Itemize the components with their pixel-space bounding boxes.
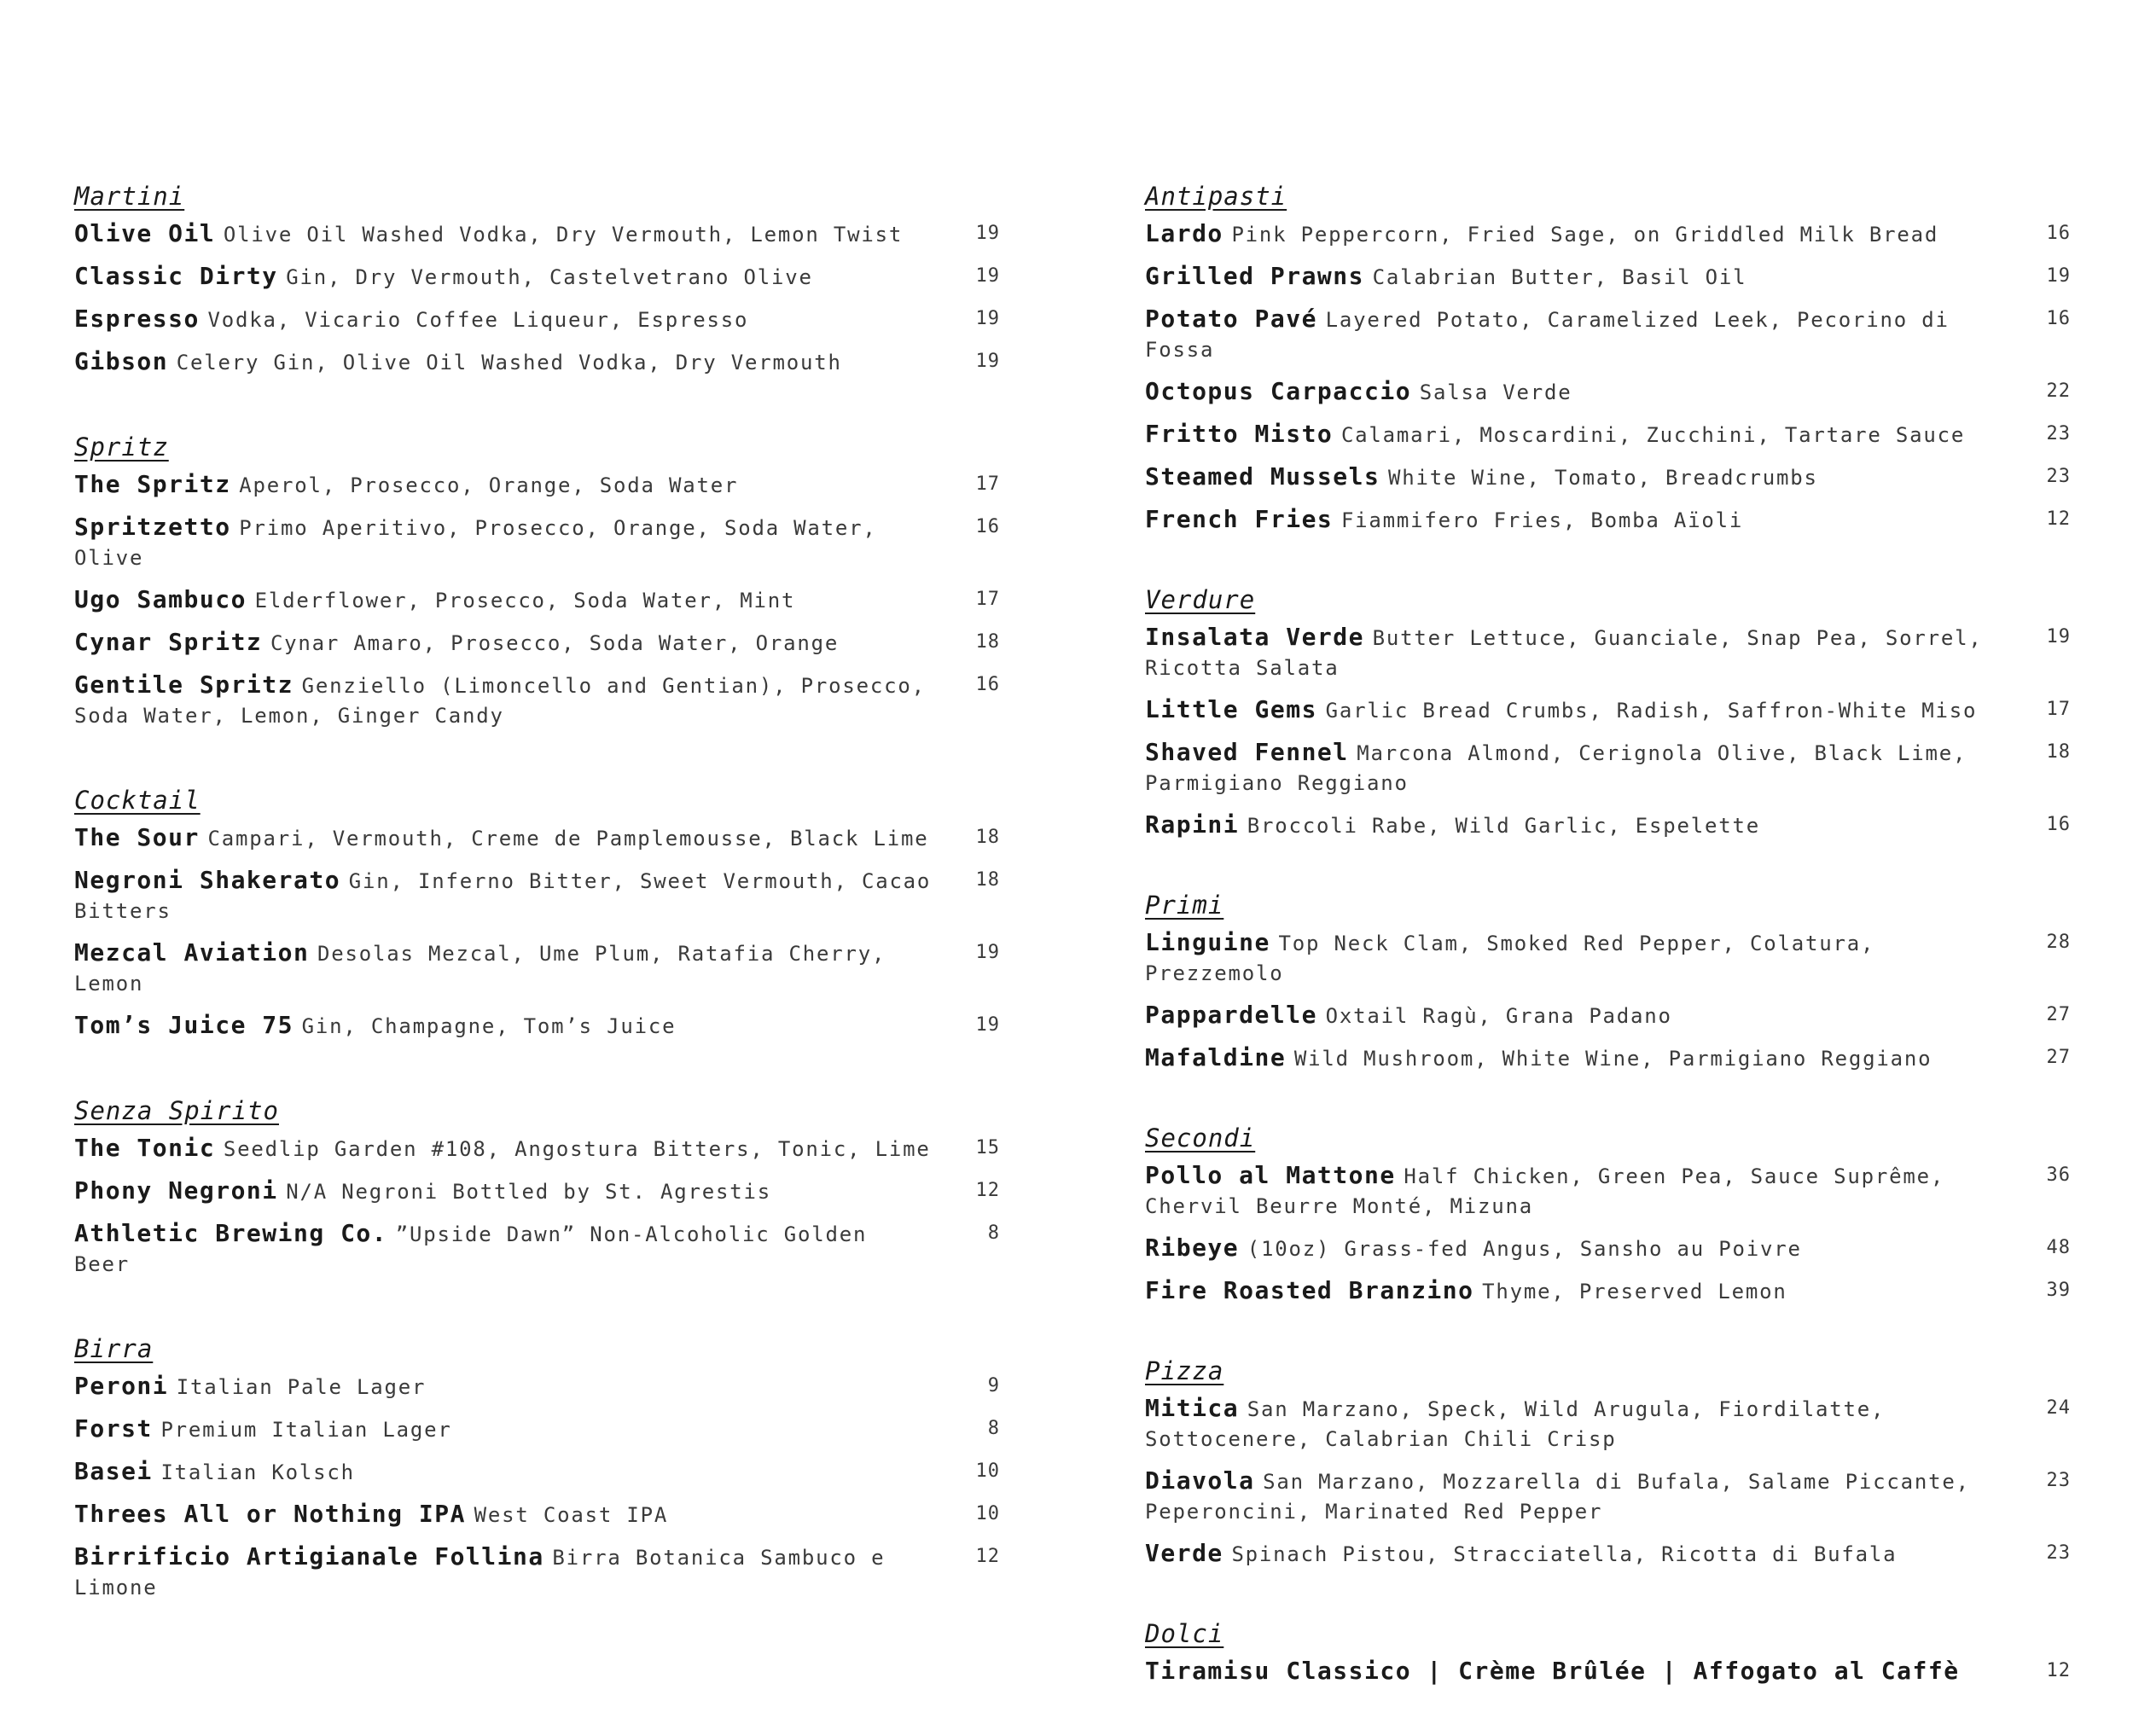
menu-item-name: Athletic Brewing Co.	[74, 1219, 388, 1247]
menu-item	[74, 1458, 1000, 1489]
menu-item-name: Mitica	[1145, 1394, 1240, 1422]
menu-item-price: 23	[2046, 423, 2071, 444]
section-title: Secondi	[1145, 1123, 1256, 1152]
menu-item-name: Mafaldine	[1145, 1043, 1287, 1071]
menu-item-price: 23	[2046, 1470, 2071, 1491]
menu-item-name: Octopus Carpaccio	[1145, 377, 1412, 405]
menu-item-name: Linguine	[1145, 928, 1270, 956]
menu-item	[74, 629, 1000, 659]
menu-item-price: 23	[2046, 466, 2071, 487]
menu-item-text	[74, 1415, 936, 1446]
menu-item-description: Aperol, Prosecco, Orange, Soda Water	[239, 473, 739, 497]
menu-item	[1145, 1002, 2071, 1032]
section-spritz	[74, 432, 1000, 732]
section-dolci	[1145, 1618, 2071, 1688]
menu-item-text	[1145, 1002, 2007, 1032]
menu-item-name: Pappardelle	[1145, 1001, 1317, 1029]
menu-item	[1145, 696, 2071, 727]
menu-item-text	[74, 1177, 936, 1208]
menu-item-name: Tiramisu Classico | Crème Brûlée | Affogato al Caffè	[1145, 1657, 1960, 1685]
menu-item-name: Rapini	[1145, 810, 1240, 839]
menu-item-name: Insalata Verde	[1145, 623, 1365, 651]
section-title: Martini	[74, 182, 185, 211]
menu-item	[1145, 1234, 2071, 1265]
menu-item-description: Campari, Vermouth, Creme de Pamplemousse, Black Lime	[207, 827, 929, 851]
section-primi	[1145, 890, 2071, 1075]
menu-item-name: Fritto Misto	[1145, 420, 1334, 448]
menu-item-description: Wild Mushroom, White Wine, Parmigiano Reggiano	[1293, 1047, 1932, 1071]
menu-item-description: Elderflower, Prosecco, Soda Water, Mint	[254, 589, 796, 613]
menu-item-price: 16	[975, 674, 1000, 695]
menu-item-price: 48	[2046, 1237, 2071, 1258]
menu-item-description: Cynar Amaro, Prosecco, Soda Water, Orange	[270, 631, 840, 655]
menu-item-name: Mezcal Aviation	[74, 938, 310, 967]
menu-item-price: 19	[2046, 265, 2071, 287]
menu-item-name: Cynar Spritz	[74, 628, 263, 656]
menu-item-name: Spritzetto	[74, 513, 231, 541]
menu-item-text	[74, 629, 936, 659]
menu-item-price: 12	[975, 1546, 1000, 1567]
menu-item	[1145, 1044, 2071, 1075]
menu-item-name: Tom’s Juice 75	[74, 1011, 294, 1039]
menu-item-text	[1145, 1162, 2007, 1222]
menu-item	[74, 263, 1000, 293]
menu-item-name: The Tonic	[74, 1134, 216, 1162]
menu-item-name: Birrificio Artigianale Follina	[74, 1542, 544, 1571]
menu-item-name: Ribeye	[1145, 1234, 1240, 1262]
menu-item-description: San Marzano, Mozzarella di Bufala, Salame Piccante, Peperoncini, Marinated Red Pepper	[1145, 1470, 1970, 1524]
menu-item	[1145, 263, 2071, 293]
menu-item-price: 8	[987, 1222, 1000, 1244]
menu-item-text	[1145, 929, 2007, 990]
section-title: Pizza	[1145, 1356, 1224, 1385]
section-title: Birra	[74, 1334, 154, 1363]
menu-item	[74, 1543, 1000, 1604]
menu-item-description: Celery Gin, Olive Oil Washed Vodka, Dry Vermouth	[176, 351, 842, 374]
menu-item	[1145, 1658, 2071, 1688]
menu-item-price: 36	[2046, 1164, 2071, 1186]
menu-item-price: 17	[975, 589, 1000, 610]
menu-item-text	[1145, 1658, 2007, 1688]
menu-item-description: Primo Aperitivo, Prosecco, Orange, Soda Water, Olive	[74, 516, 877, 570]
menu-item-price: 19	[2046, 626, 2071, 647]
menu-item-description: Thyme, Preserved Lemon	[1482, 1280, 1787, 1303]
menu-item-description: Layered Potato, Caramelized Leek, Pecorino di Fossa	[1145, 308, 1950, 362]
menu-item	[74, 867, 1000, 927]
menu-item	[74, 1177, 1000, 1208]
menu-item-description: Premium Italian Lager	[160, 1418, 452, 1442]
section-martini	[74, 181, 1000, 379]
menu-item-price: 12	[975, 1180, 1000, 1201]
menu-item	[74, 671, 1000, 732]
menu-item-description: San Marzano, Speck, Wild Arugula, Fiordilatte, Sottocenere, Calabrian Chili Crisp	[1145, 1397, 1886, 1451]
menu-item-name: Peroni	[74, 1372, 169, 1400]
menu-item	[1145, 1395, 2071, 1455]
menu-item-price: 8	[987, 1418, 1000, 1439]
menu-item	[74, 824, 1000, 855]
section-title: Verdure	[1145, 585, 1256, 614]
menu-item-text	[1145, 696, 2007, 727]
menu-item-text	[1145, 506, 2007, 537]
menu-item-text	[74, 1135, 936, 1165]
menu-item-name: Olive Oil	[74, 219, 216, 247]
menu-item-text	[1145, 1277, 2007, 1308]
menu-item-price: 16	[2046, 308, 2071, 329]
menu-item-description: Calabrian Butter, Basil Oil	[1372, 265, 1747, 289]
menu-item-text	[74, 671, 936, 732]
menu-item-text	[74, 867, 936, 927]
menu-item-name: Diavola	[1145, 1466, 1255, 1495]
menu-item	[74, 1373, 1000, 1403]
menu-item-name: Ugo Sambuco	[74, 585, 247, 613]
menu-item-text	[74, 586, 936, 617]
menu-item-description: White Wine, Tomato, Breadcrumbs	[1388, 466, 1818, 490]
menu-item-text	[1145, 220, 2007, 251]
menu-item-price: 23	[2046, 1542, 2071, 1564]
menu-item-price: 18	[975, 869, 1000, 891]
menu-item	[74, 939, 1000, 1000]
menu-item	[1145, 739, 2071, 799]
menu-item	[1145, 929, 2071, 990]
menu-item-price: 27	[2046, 1004, 2071, 1025]
menu-item-description: Olive Oil Washed Vodka, Dry Vermouth, Lemon Twist	[223, 223, 904, 247]
menu-item-name: The Spritz	[74, 470, 231, 498]
menu-item-price: 27	[2046, 1047, 2071, 1068]
menu-item-text	[74, 939, 936, 1000]
menu-item-description: Seedlip Garden #108, Angostura Bitters, Tonic, Lime	[223, 1137, 931, 1161]
menu-item-text	[1145, 1234, 2007, 1265]
section-title: Cocktail	[74, 786, 201, 815]
food-column	[1145, 181, 2071, 1736]
menu-item-price: 17	[975, 473, 1000, 495]
section-title: Dolci	[1145, 1619, 1224, 1648]
menu-item-price: 19	[975, 223, 1000, 244]
menu-item-description: Spinach Pistou, Stracciatella, Ricotta di Bufala	[1231, 1542, 1898, 1566]
menu-item-price: 16	[2046, 814, 2071, 835]
menu-item-text	[1145, 811, 2007, 842]
menu-item	[74, 586, 1000, 617]
menu-item-price: 18	[975, 631, 1000, 653]
menu-item-text	[74, 348, 936, 379]
menu-item-text	[1145, 421, 2007, 451]
menu-item	[74, 305, 1000, 336]
menu-item-description: Italian Kolsch	[160, 1460, 355, 1484]
menu-item-name: Basei	[74, 1457, 153, 1485]
section-title: Spritz	[74, 433, 169, 462]
menu-item-price: 24	[2046, 1397, 2071, 1419]
menu-item-text	[74, 514, 936, 574]
menu-item	[74, 220, 1000, 251]
menu-item-price: 17	[2046, 699, 2071, 720]
menu-item-description: Half Chicken, Green Pea, Sauce Suprême, Chervil Beurre Monté, Mizuna	[1145, 1164, 1945, 1218]
menu-item	[1145, 1467, 2071, 1528]
menu-item-price: 19	[975, 351, 1000, 372]
menu-item-name: Fire Roasted Branzino	[1145, 1276, 1474, 1304]
menu-item-description: Vodka, Vicario Coffee Liqueur, Espresso	[207, 308, 749, 332]
menu-item-description: Gin, Inferno Bitter, Sweet Vermouth, Cacao Bitters	[74, 869, 932, 923]
menu-item-name: Shaved Fennel	[1145, 738, 1349, 766]
menu-item-price: 19	[975, 265, 1000, 287]
menu-item	[1145, 1277, 2071, 1308]
menu-item-text	[1145, 1467, 2007, 1528]
menu-item-name: Pollo al Mattone	[1145, 1161, 1396, 1189]
menu-item	[1145, 624, 2071, 684]
menu-item-description: Gin, Dry Vermouth, Castelvetrano Olive	[286, 265, 813, 289]
menu-item-price: 18	[975, 827, 1000, 848]
section-pizza	[1145, 1356, 2071, 1571]
menu-item-text	[1145, 305, 2007, 366]
menu-item	[1145, 506, 2071, 537]
menu-item-text	[74, 1501, 936, 1531]
menu-item-name: Threes All or Nothing IPA	[74, 1500, 466, 1528]
menu-item-description: Gin, Champagne, Tom’s Juice	[301, 1014, 677, 1038]
menu-item-name: Potato Pavé	[1145, 305, 1317, 333]
section-antipasti	[1145, 181, 2071, 537]
menu-item	[1145, 220, 2071, 251]
menu-item-description: Marcona Almond, Cerignola Olive, Black Lime, Parmigiano Reggiano	[1145, 741, 1967, 795]
menu-item-price: 19	[975, 1014, 1000, 1036]
menu-item	[1145, 1162, 2071, 1222]
menu-item-description: Fiammifero Fries, Bomba Aïoli	[1340, 508, 1744, 532]
menu-item-description: N/A Negroni Bottled by St. Agrestis	[286, 1180, 772, 1204]
menu-item-text	[74, 1543, 936, 1604]
menu-item-description: Desolas Mezcal, Ume Plum, Ratafia Cherry, Lemon	[74, 942, 886, 996]
menu-item	[1145, 305, 2071, 366]
menu-item	[74, 348, 1000, 379]
menu-item-price: 19	[975, 942, 1000, 963]
menu-item-price: 18	[2046, 741, 2071, 763]
menu-item-text	[1145, 739, 2007, 799]
menu-item-text	[1145, 1395, 2007, 1455]
section-verdure	[1145, 584, 2071, 842]
section-senza-spirito	[74, 1095, 1000, 1280]
menu-item	[74, 1220, 1000, 1280]
menu-item	[1145, 463, 2071, 494]
menu-item-description: Oxtail Ragù, Grana Padano	[1325, 1004, 1672, 1028]
menu-item	[74, 514, 1000, 574]
menu-item	[74, 1415, 1000, 1446]
menu-item-description: Butter Lettuce, Guanciale, Snap Pea, Sorrel, Ricotta Salata	[1145, 626, 1983, 680]
menu-item-description: (10oz) Grass-fed Angus, Sansho au Poivre	[1247, 1237, 1802, 1261]
menu-item-price: 22	[2046, 380, 2071, 402]
section-title: Senza Spirito	[74, 1096, 279, 1125]
menu-item-name: French Fries	[1145, 505, 1334, 533]
menu-item-price: 10	[975, 1503, 1000, 1524]
section-cocktail	[74, 785, 1000, 1042]
section-birra	[74, 1333, 1000, 1604]
menu-item-description: Italian Pale Lager	[176, 1375, 427, 1399]
menu-item-text	[74, 1458, 936, 1489]
menu-item-name: Little Gems	[1145, 695, 1317, 723]
menu-item-text	[1145, 624, 2007, 684]
menu-item-name: Negroni Shakerato	[74, 866, 341, 894]
menu-item-description: Top Neck Clam, Smoked Red Pepper, Colatura, Prezzemolo	[1145, 932, 1875, 985]
menu-item-description: Calamari, Moscardini, Zucchini, Tartare Sauce	[1340, 423, 1966, 447]
menu-item-text	[74, 263, 936, 293]
menu-item-text	[1145, 1044, 2007, 1075]
menu-item-text	[74, 220, 936, 251]
menu-item-name: Gibson	[74, 347, 169, 375]
menu-item-price: 19	[975, 308, 1000, 329]
menu-item-description: Genziello (Limoncello and Gentian), Prosecco, Soda Water, Lemon, Ginger Candy	[74, 674, 926, 728]
menu-item-name: Steamed Mussels	[1145, 462, 1380, 491]
menu-item-price: 16	[2046, 223, 2071, 244]
menu-item	[74, 471, 1000, 502]
menu-item-text	[74, 1012, 936, 1042]
menu-item-description: Salsa Verde	[1419, 380, 1572, 404]
menu-item	[1145, 811, 2071, 842]
menu-item-name: Forst	[74, 1414, 153, 1443]
menu-item-name: The Sour	[74, 823, 200, 851]
menu-item-price: 16	[975, 516, 1000, 537]
menu-item-text	[1145, 463, 2007, 494]
menu-item-text	[74, 1220, 936, 1280]
menu-item-description: Pink Peppercorn, Fried Sage, on Griddled Milk Bread	[1231, 223, 1939, 247]
menu-item-text	[74, 1373, 936, 1403]
menu-item	[1145, 1540, 2071, 1571]
menu-item-name: Lardo	[1145, 219, 1223, 247]
drinks-column	[74, 181, 1000, 1657]
section-title: Primi	[1145, 891, 1224, 920]
menu-item	[74, 1501, 1000, 1531]
menu-item-text	[1145, 378, 2007, 409]
menu-item-text	[74, 471, 936, 502]
menu-item-description: Broccoli Rabe, Wild Garlic, Espelette	[1247, 814, 1761, 838]
menu-item-name: Classic Dirty	[74, 262, 278, 290]
menu-item-price: 39	[2046, 1280, 2071, 1301]
menu-item-description: West Coast IPA	[474, 1503, 669, 1527]
menu-item-name: Gentile Spritz	[74, 671, 294, 699]
menu-item-name: Phony Negroni	[74, 1176, 278, 1205]
menu-item-description: ”Upside Dawn” Non-Alcoholic Golden Beer	[74, 1222, 868, 1276]
menu-item-price: 9	[987, 1375, 1000, 1396]
menu-item-price: 12	[2046, 1660, 2071, 1681]
menu-item	[74, 1135, 1000, 1165]
menu-item-text	[74, 824, 936, 855]
menu-item	[1145, 421, 2071, 451]
menu-item-price: 28	[2046, 932, 2071, 953]
menu-item-price: 15	[975, 1137, 1000, 1158]
menu-item-description: Garlic Bread Crumbs, Radish, Saffron-White Miso	[1325, 699, 1978, 723]
menu-item-description: Birra Botanica Sambuco e Limone	[74, 1546, 886, 1600]
menu-item-name: Verde	[1145, 1539, 1223, 1567]
menu-item-name: Espresso	[74, 305, 200, 333]
menu-item-text	[1145, 263, 2007, 293]
menu-item	[74, 1012, 1000, 1042]
menu-item	[1145, 378, 2071, 409]
menu-item-price: 12	[2046, 508, 2071, 530]
menu-item-name: Grilled Prawns	[1145, 262, 1365, 290]
menu-item-text	[74, 305, 936, 336]
section-secondi	[1145, 1123, 2071, 1308]
menu-item-price: 10	[975, 1460, 1000, 1482]
menu-item-text	[1145, 1540, 2007, 1571]
section-title: Antipasti	[1145, 182, 1287, 211]
